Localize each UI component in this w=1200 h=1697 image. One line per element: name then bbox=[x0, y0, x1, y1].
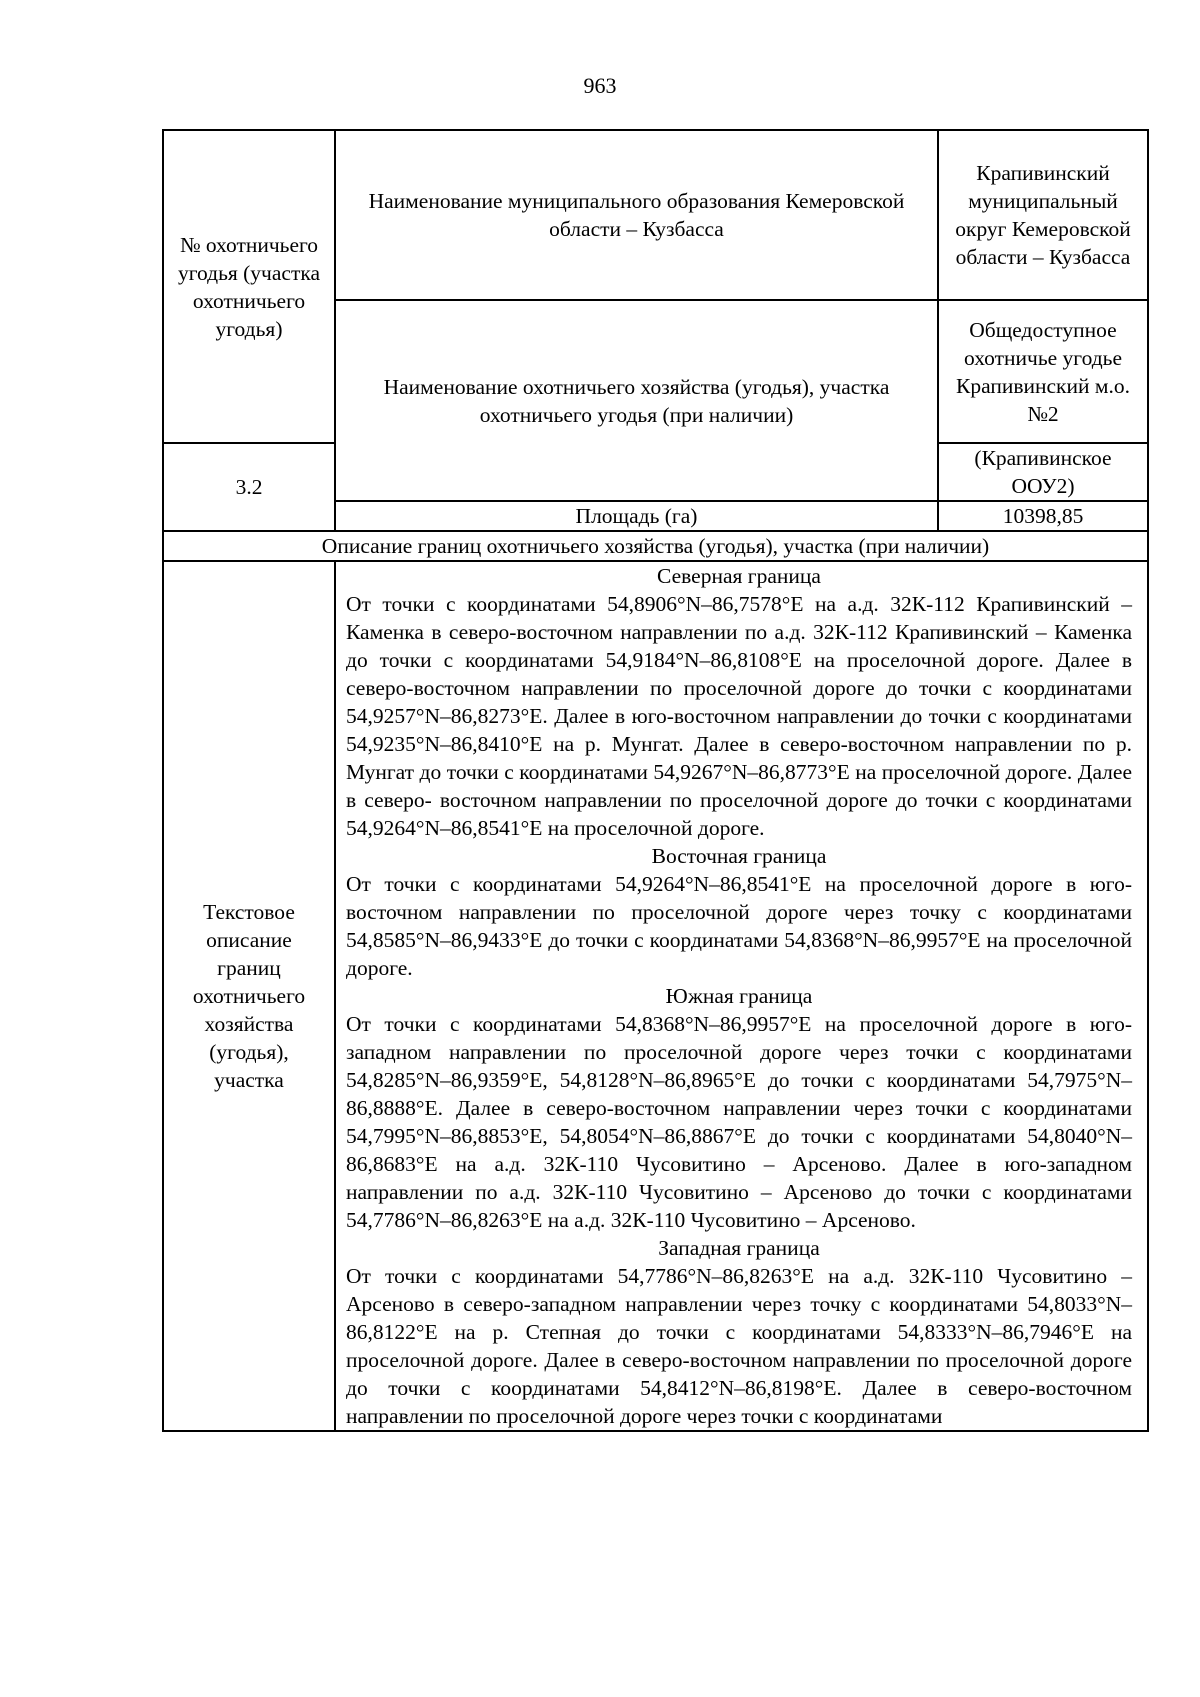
farm-label: Наименование охотничьего хозяйства (угодья), участка охотничьего угодья (при наличии) bbox=[335, 300, 938, 501]
hunting-ground-table bbox=[162, 129, 1149, 1432]
page-number: 963 bbox=[583, 73, 617, 98]
area-label: Площадь (га) bbox=[335, 501, 938, 531]
description-label: Текстовое описание границ охотничьего хозяйства (угодья), участка bbox=[163, 561, 335, 1431]
boundary-text-west: От точки с координатами 54,7786°N–86,8263°E на а.д. 32К-110 Чусовитино – Арсеново в северо-западном направлении через точку с координатами 54,8033°N–86,8122°E на р. Степная до точки с координатами 54,8333°N–86,7946°E на проселочной дороге. Далее в северо-восточном направлении по проселочной дороге до точки с координатами 54,8412°N–86,8198°E. Далее в северо-восточном направлении по проселочной дороге через точки с координатами bbox=[346, 1264, 1132, 1428]
boundary-text-north: От точки с координатами 54,8906°N–86,7578°E на а.д. 32К-112 Крапивинский – Каменка в северо-восточном направлении по а.д. 32К-112 Крапивинский – Каменка до точки с координатами 54,9184°N–86,8108°E на проселочной дороге. Далее в северо-восточном направлении по проселочной дороге до точки с координатами 54,9257°N–86,8273°E. Далее в юго-восточном направлении до точки с координатами 54,9235°N–86,8410°E на р. Мунгат. Далее в северо-восточном направлении по р. Мунгат до точки с координатами 54,9267°N–86,8773°E на проселочной дороге. Далее в северо- восточном направлении по проселочной дороге до точки с координатами 54,9264°N–86,8541°E на проселочной дороге. bbox=[346, 592, 1132, 840]
farm-value-extra: (Крапивинское ООУ2) bbox=[938, 443, 1148, 501]
boundary-title-north: Северная граница bbox=[657, 564, 821, 588]
municipality-value: Крапивинский муниципальный округ Кемеровской области – Кузбасса bbox=[938, 130, 1148, 300]
plot-number: 3.2 bbox=[163, 443, 335, 531]
boundary-text-east: От точки с координатами 54,9264°N–86,8541°E на проселочной дороге в юго-восточном направлении по проселочной дороге через точку с координатами 54,8585°N–86,9433°E до точки с координатами 54,8368°N–86,9957°E на проселочной дороге. bbox=[346, 872, 1132, 980]
boundary-title-south: Южная граница bbox=[665, 984, 813, 1008]
plot-number-header: № охотничьего угодья (участка охотничьего угодья) bbox=[163, 130, 335, 443]
boundary-title-east: Восточная граница bbox=[651, 844, 827, 868]
description-title: Описание границ охотничьего хозяйства (угодья), участка (при наличии) bbox=[163, 531, 1148, 561]
municipality-label: Наименование муниципального образования Кемеровской области – Кузбасса bbox=[335, 130, 938, 300]
boundary-text-south: От точки с координатами 54,8368°N–86,9957°E на проселочной дороге в юго-западном направлении по проселочной дороге через точки с координатами 54,8285°N–86,9359°E, 54,8128°N–86,8965°E до точки с координатами 54,7975°N–86,8888°E. Далее в северо-восточном направлении через точки с координатами 54,7995°N–86,8853°E, 54,8054°N–86,8867°E до точки с координатами 54,8040°N–86,8683°E на а.д. 32К-110 Чусовитино – Арсеново. Далее в юго-западном направлении по а.д. 32К-110 Чусовитино – Арсеново до точки с координатами 54,7786°N–86,8263°E на а.д. 32К-110 Чусовитино – Арсеново. bbox=[346, 1012, 1132, 1232]
boundary-description bbox=[335, 561, 1148, 1431]
boundary-title-west: Западная граница bbox=[658, 1236, 820, 1260]
farm-value: Общедоступное охотничье угодье Крапивинский м.о. №2 bbox=[938, 300, 1148, 443]
area-value: 10398,85 bbox=[938, 501, 1148, 531]
